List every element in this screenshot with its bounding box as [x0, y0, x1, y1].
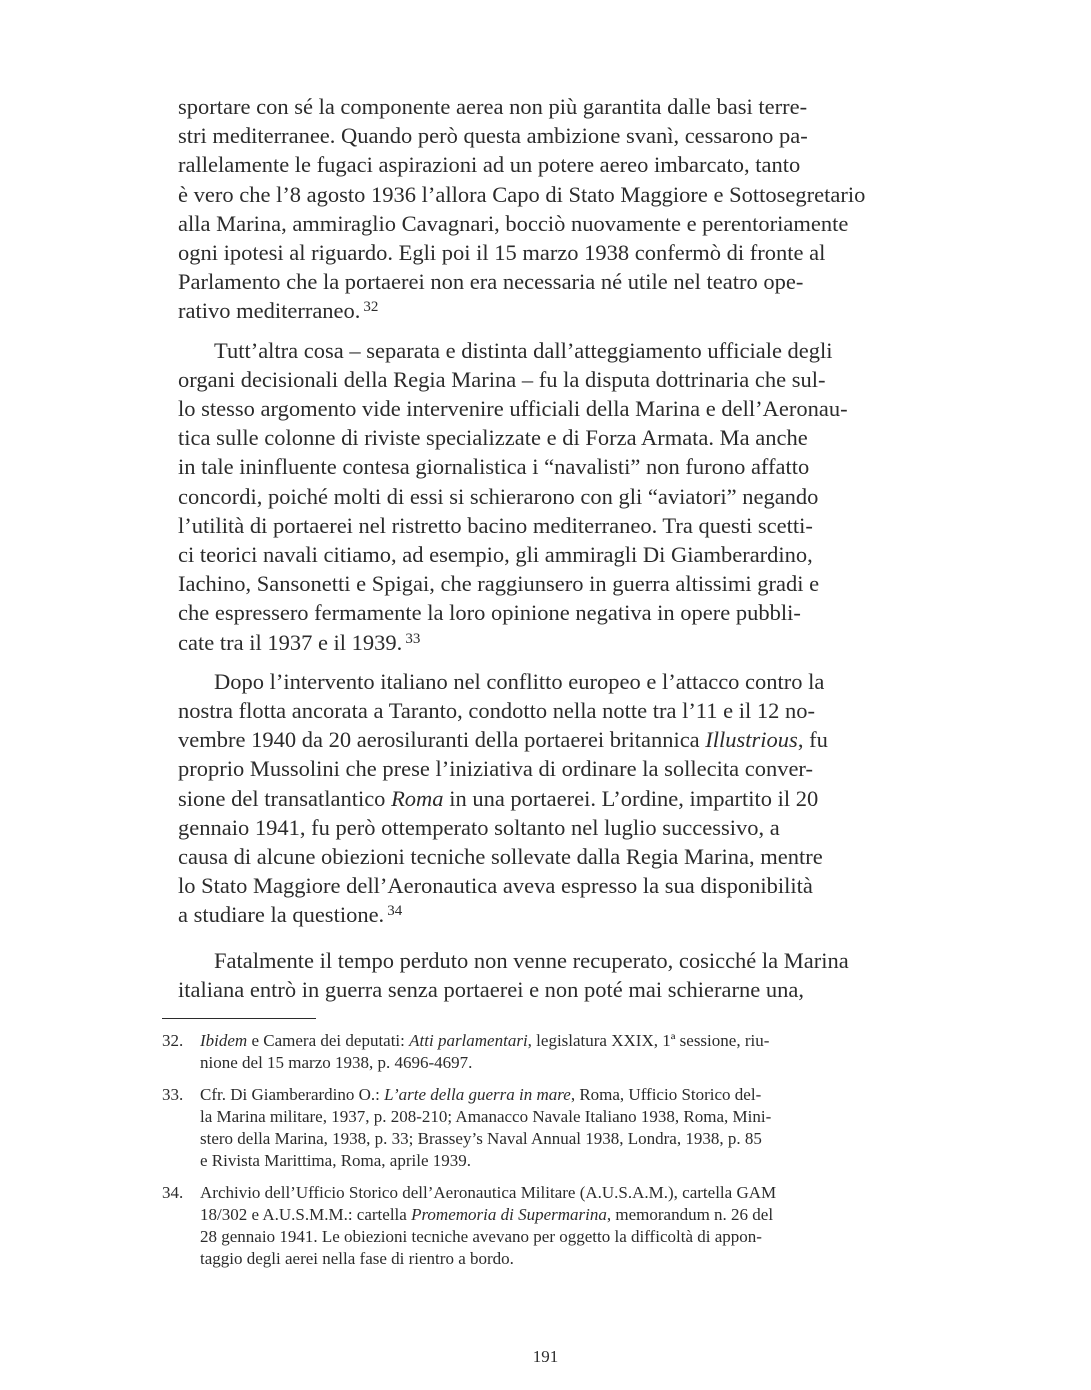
footnote-line: 18/302 e A.U.S.M.M.: cartella Promemoria di Supermarina, memorandum n. 26 del — [200, 1205, 774, 1224]
text-line: ogni ipotesi al riguardo. Egli poi il 15 marzo 1938 confermò di fronte al — [178, 240, 826, 266]
footnote — [162, 1084, 944, 1172]
footnote — [162, 1030, 944, 1074]
text-line: stri mediterranee. Quando però questa ambizione svanì, cessarono pa- — [178, 123, 808, 149]
footnote-line: Ibidem e Camera dei deputati: Atti parlamentari, legislatura XXIX, 1ª sessione, riu- — [200, 1031, 770, 1050]
text-line: nostra flotta ancorata a Taranto, condotto nella notte tra l’11 e il 12 no- — [178, 698, 815, 724]
text-line: rativo mediterraneo. $^{32}$ — [178, 298, 379, 324]
footnote-reference: 34 — [387, 903, 403, 920]
text-line: rallelamente le fugaci aspirazioni ad un potere aereo imbarcato, tanto — [178, 152, 801, 178]
text-line: tica sulle colonne di riviste specializzate e di Forza Armata. Ma anche — [178, 425, 808, 451]
text-line: alla Marina, ammiraglio Cavagnari, bocciò nuovamente e perentoriamente — [178, 210, 849, 236]
footnote-line: Archivio dell’Ufficio Storico dell’Aeronautica Militare (A.U.S.A.M.), cartella GAM — [200, 1183, 777, 1202]
text-line: cate tra il 1937 e il 1939. $^{33}$ — [178, 629, 421, 655]
text-line: vembre 1940 da 20 aerosiluranti della portaerei britannica Illustrious, fu — [178, 727, 828, 753]
text-line: a studiare la questione. $^{34}$ — [178, 902, 403, 928]
text-line: italiana entrò in guerra senza portaerei e non poté mai schierarne una, — [178, 976, 804, 1002]
text-line: causa di alcune obiezioni tecniche sollevate dalla Regia Marina, mentre — [178, 844, 823, 870]
paragraph — [178, 946, 942, 1004]
text-line: Fatalmente il tempo perduto non venne recuperato, cosicché la Marina — [214, 947, 849, 973]
paragraph — [178, 667, 942, 930]
text-line: lo stesso argomento vide intervenire ufficiali della Marina e dell’Aeronau- — [178, 396, 848, 422]
text-line: in tale ininfluente contesa giornalistica i “navalisti” non furono affatto — [178, 454, 810, 480]
footnote-line: 28 gennaio 1941. Le obiezioni tecniche avevano per oggetto la difficoltà di appon- — [200, 1227, 762, 1246]
footnote-separator — [162, 1018, 316, 1019]
footnote-number: 33. — [162, 1085, 184, 1104]
footnote-reference: 32 — [363, 299, 379, 316]
text-line: gennaio 1941, fu però ottemperato soltanto nel luglio successivo, a — [178, 814, 780, 840]
paragraph — [178, 336, 942, 657]
text-line: Tutt’altra cosa – separata e distinta dall’atteggiamento ufficiale degli — [214, 337, 833, 363]
footnote — [162, 1182, 944, 1270]
text-line: concordi, poiché molti di essi si schierarono con gli “aviatori” negando — [178, 483, 819, 509]
footnote-line: taggio degli aerei nella fase di rientro a bordo. — [200, 1249, 514, 1268]
text-line: ci teorici navali citiamo, ad esempio, gli ammiragli Di Giamberardino, — [178, 542, 813, 568]
text-line: l’utilità di portaerei nel ristretto bacino mediterraneo. Tra questi scetti- — [178, 512, 813, 538]
footnote-number: 34. — [162, 1183, 184, 1202]
footnote-reference: 33 — [405, 630, 421, 647]
text-line: organi decisionali della Regia Marina – fu la disputa dottrinaria che sul- — [178, 366, 826, 392]
text-line: proprio Mussolini che prese l’iniziativa di ordinare la sollecita conver- — [178, 756, 813, 782]
footnote-line: e Rivista Marittima, Roma, aprile 1939. — [200, 1151, 472, 1170]
text-line: è vero che l’8 agosto 1936 l’allora Capo di Stato Maggiore e Sottosegretario — [178, 181, 866, 207]
main-text — [178, 92, 942, 1014]
footnote-line: Cfr. Di Giamberardino O.: L’arte della guerra in mare, Roma, Ufficio Storico del- — [200, 1085, 762, 1104]
text-line: sportare con sé la componente aerea non più garantita dalle basi terre- — [178, 94, 808, 119]
text-line: Dopo l’intervento italiano nel conflitto europeo e l’attacco contro la — [214, 668, 825, 694]
page-number: 191 — [532, 1347, 559, 1366]
footnote-line: stero della Marina, 1938, p. 33; Brassey’s Naval Annual 1938, Londra, 1938, p. 85 — [200, 1129, 762, 1148]
footnotes — [162, 1030, 944, 1280]
paragraph — [178, 92, 942, 326]
text-line: Iachino, Sansonetti e Spigai, che raggiunsero in guerra altissimi gradi e — [178, 571, 820, 597]
footnote-line: la Marina militare, 1937, p. 208-210; Amanacco Navale Italiano 1938, Roma, Mini- — [200, 1107, 772, 1126]
footnote-line: nione del 15 marzo 1938, p. 4696-4697. — [200, 1053, 473, 1072]
text-line: lo Stato Maggiore dell’Aeronautica aveva espresso la sua disponibilità — [178, 873, 813, 899]
text-line: che espressero fermamente la loro opinione negativa in opere pubbli- — [178, 600, 801, 626]
text-line: Parlamento che la portaerei non era necessaria né utile nel teatro ope- — [178, 269, 804, 295]
footnote-number: 32. — [162, 1031, 184, 1050]
text-line: sione del transatlantico Roma in una portaerei. L’ordine, impartito il 20 — [178, 785, 819, 811]
